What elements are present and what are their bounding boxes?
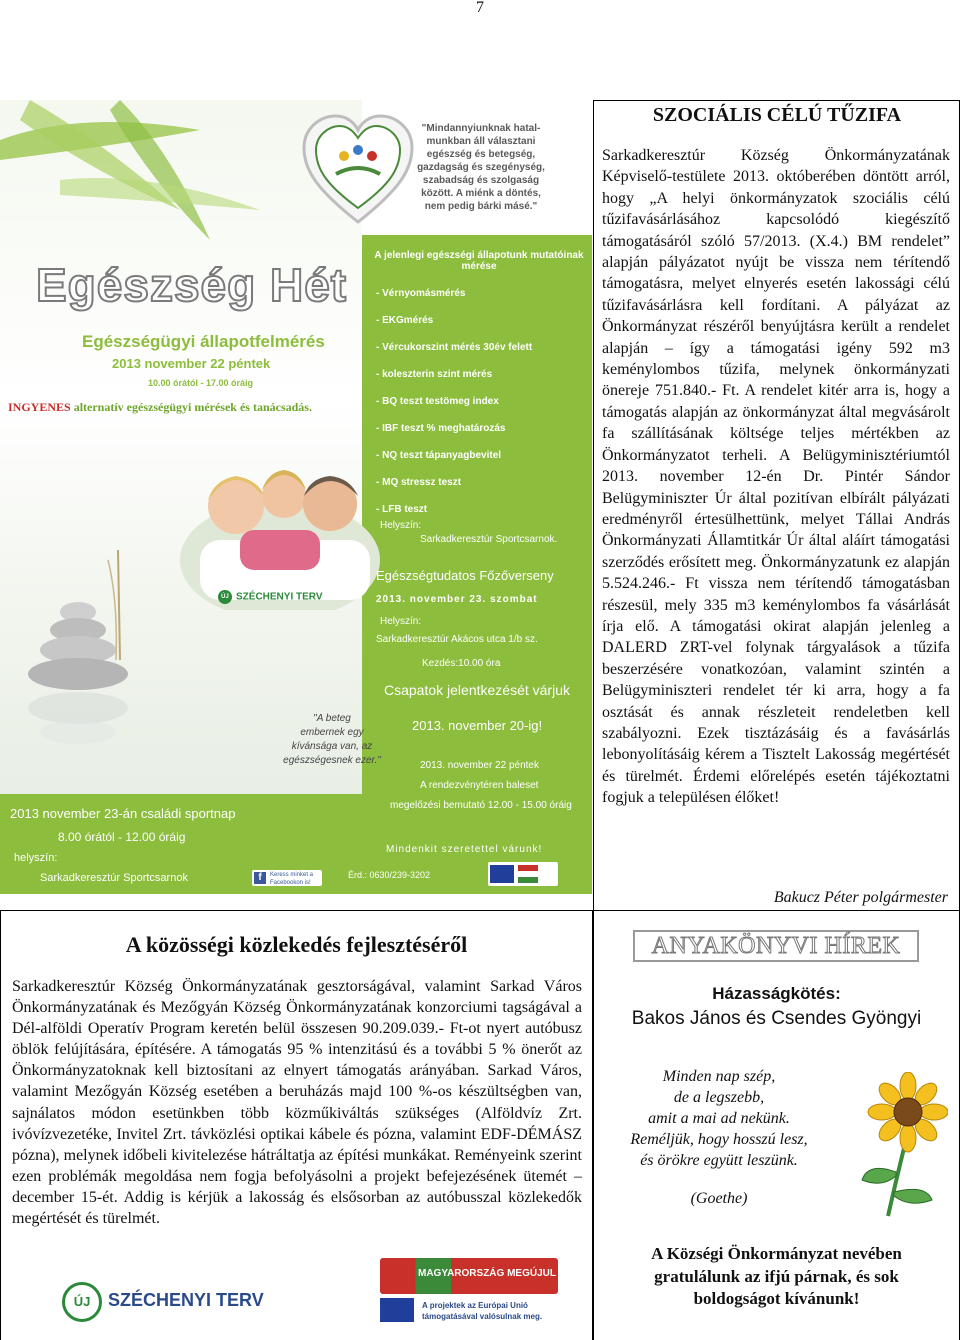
- transport-title: A közösségi közlekedés fejlesztéséről: [125, 932, 468, 957]
- poster-time: 10.00 órától - 17.00 óráig: [148, 378, 254, 388]
- firewood-signature: Bakucz Péter polgármester: [773, 889, 948, 906]
- welcome-text: Mindenkit szeretettel várunk!: [386, 844, 543, 855]
- transport-body: Sarkadkeresztúr Község Önkormányzatának gesztorságával, valamint Sarkad Város Önkormányzatának és Mezőgyán Község Önkormányzatának konzorciumi tagságával a Dél-alföldi Operatív Program keretén belül összesen 90.209.039.- Ft-ot nyert autóbusz öblök felújítására, építésére. A támogatás 95 % intenzitású és a további 5 % önerőt az Önkormányzatoknak kell biztosítani az elnyert támogatás arányában. Sarkad Város, valamint Mezőgyán Község esetében a beruházás majd 100 %-os készültségben van, sajnálatos módon esetünkben több közműkiváltás szükséges (Alföldvíz Zrt. ivóvízvezetéke, Invitel Zrt. távközlési optikai kábele és pózna, valamint EDF-DÉMÁSZ pózna), melynek időbeli kivitelezése hátráltatja az építési munkákat. Reményeink szerint ezen problémák megoldása nem fogja befolyásolni a projekt befejezésének ütemét – december 15-ét. Addig is kérjük a lakosság és elsősorban az autóbusszal közlekedők megértését és türelmét.: [12, 978, 582, 1228]
- hungary-flag-icon: [518, 865, 538, 883]
- cooking-contest-title: Egészségtudatos Főzőverseny: [376, 568, 554, 583]
- facebook-icon: f: [254, 872, 266, 884]
- cooking-location: Sarkadkeresztúr Akácos utca 1/b sz.: [376, 634, 538, 645]
- registry-news-title: ANYAKÖNYVI HÍREK: [633, 930, 919, 962]
- magyarorszag-megujul-banner: MAGYARORSZÁG MEGÚJUL: [380, 1258, 558, 1294]
- cooking-contest-date: 2013. november 23. szombat: [376, 594, 538, 605]
- poem-author: (Goethe): [690, 1190, 748, 1207]
- measures-heading: A jelenlegi egészségi állapotunk mutatóinak mérése: [374, 250, 584, 272]
- cooking-start: Kezdés:10.00 óra: [422, 658, 501, 669]
- location-value: Sarkadkeresztúr Sportcsarnok.: [420, 534, 558, 545]
- family-photo-image: [180, 430, 380, 610]
- uj-badge: ÚJ: [218, 590, 232, 604]
- poster-date: 2013 november 22 péntek: [112, 356, 271, 371]
- zen-stones-image: [8, 540, 168, 760]
- sport-day-location: Sarkadkeresztúr Sportcsarnok: [40, 872, 188, 884]
- poem: Minden nap szép, de a legszebb, amit a mai ad nekünk. Reméljük, hogy hosszú lesz, és örökre együtt leszünk.: [630, 1068, 808, 1169]
- teams-call: Csapatok jelentkezését várjuk: [384, 682, 570, 698]
- szechenyi-logo: ÚJ SZÉCHENYI TERV: [62, 1282, 272, 1326]
- congratulations: A Községi Önkormányzat nevében gratulálunk az ifjú párnak, és sok boldogságot kívánunk!: [651, 1244, 902, 1308]
- measure-item: - MQ stressz teszt: [376, 477, 462, 488]
- health-week-poster: [0, 100, 592, 894]
- measure-item: - Vércukorszint mérés 30év felett: [376, 342, 533, 353]
- firewood-title: SZOCIÁLIS CÉLÚ TŰZIFA: [652, 104, 902, 126]
- uj-badge: ÚJ: [62, 1282, 102, 1322]
- couple-names: Bakos János és Csendes Gyöngyi: [631, 1008, 922, 1029]
- ball-date: 2013. november 22 péntek: [420, 760, 539, 771]
- poster-free-line: INGYENES alternatív egészségügyi mérések és tanácsadás.: [8, 400, 312, 414]
- measure-item: - koleszterin szint mérés: [376, 369, 493, 380]
- ball-text: A rendezvénytéren baleset: [420, 780, 539, 791]
- sunflower-icon: [848, 1072, 948, 1218]
- sport-day-title: 2013 november 23-án családi sportnap: [10, 806, 236, 821]
- poster-top-quote: "Mindannyiunknak hatal- munkban áll választani egészség és betegség, gazdagság és szegénység, szabadság és szolgaság között. A miénk a döntés, nem pedig bárki másé.": [417, 123, 545, 212]
- poster-subtitle: Egészségügyi állapotfelmérés: [82, 332, 325, 351]
- location-label: Helyszín:: [380, 520, 422, 531]
- measure-item: - LFB teszt: [376, 504, 428, 515]
- ball-demo: megelőzési bemutató 12.00 - 15.00 óráig: [390, 800, 572, 811]
- measure-item: - EKGmérés: [376, 315, 434, 326]
- eu-flags: [488, 862, 558, 886]
- measure-item: - NQ teszt tápanyagbevitel: [376, 450, 502, 461]
- cooking-location-label: Helyszín:: [380, 616, 422, 627]
- page-number: 7: [476, 0, 484, 16]
- measure-item: - Vérnyomásmérés: [376, 288, 466, 299]
- eu-support-banner: A projektek az Európai Unió támogatásával valósulnak meg.: [380, 1296, 570, 1326]
- poster-bottom-quote: "A beteg embernek egy kívánsága van, az egészségesnek ezer.": [283, 713, 381, 766]
- measure-item: - BQ teszt testömeg index: [376, 396, 499, 407]
- marriage-label: Házasságkötés:: [712, 984, 841, 1003]
- szechenyi-logo-small: ÚJ SZÉCHENYI TERV: [218, 590, 323, 604]
- eu-flag-icon: [380, 1298, 414, 1322]
- facebook-badge[interactable]: f Keress minket a Facebookon is!: [252, 870, 322, 886]
- firewood-body: Sarkadkeresztúr Község Önkormányzatának Képviselő-testülete 2013. októberében döntött arról, hogy „A helyi önkormányzatok szociális célú tűzifavásárlásához kapcsolódó kiegészítő támogatásáról szóló 57/2013. (X.4.) BM rendelet” alapján pályázatot nyújt be vissza nem térítendő támogatásra, melyet elnyerés esetén lakossági célú tűzifavásárlásra kell fordítani. A pályázat az Önkormányzat részéről benyújtásra került a rendelet alapján – így a támogatási igény 592 m3 keménylombos tűzifa, melynek önkormányzati önereje 751.840.- Ft. A rendelet kitér arra is, hogy a támogatás alapján az önkormányzat által megvásárolt fa szállításának költsége teljes mértékben az Önkormányzatot terheli. A Belügyminisztériumtól 2013. november 12-én Dr. Pintér Sándor Belügyminiszter Úr által pozitívan elbírált pályázati eredményről értesülhettünk, melyet Tállai András Önkormányzati Államtitkár Úr által aláírt támogatási szerződés erősített meg. Önkormányzatunk ez alapján 5.524.246.- Ft vissza nem térítendő támogatásban részesül, mely 335 m3 keménylombos fa vásárlását írja elő. A támogatási okirat alapján jelenleg a DALERD ZRT-vel folynak tárgyalások a tűzifa beszerzésére vonatkozóan, valamint szintén a Belügyminiszteri rendelet tér ki arra, hogy a fa osztását és annak részleteit rendeletben kell szabályozni. Ezek tisztázásáig és a favásárlás lebonyolításáig kérem a Tisztelt Lakosság megértését és türelmét. Érdemi előrelépés esetén tájékoztatni fogjuk a településen élőket!: [602, 147, 950, 807]
- sport-day-time: 8.00 órától - 12.00 óráig: [58, 830, 186, 844]
- phone-number: Érd.: 0630/239-3202: [348, 870, 431, 880]
- deadline: 2013. november 20-ig!: [412, 718, 543, 733]
- sport-day-location-label: helyszín:: [14, 852, 58, 864]
- poster-title: Egészség Hét: [36, 259, 348, 311]
- measure-item: - IBF teszt % meghatározás: [376, 423, 506, 434]
- eu-flag-icon: [490, 865, 514, 883]
